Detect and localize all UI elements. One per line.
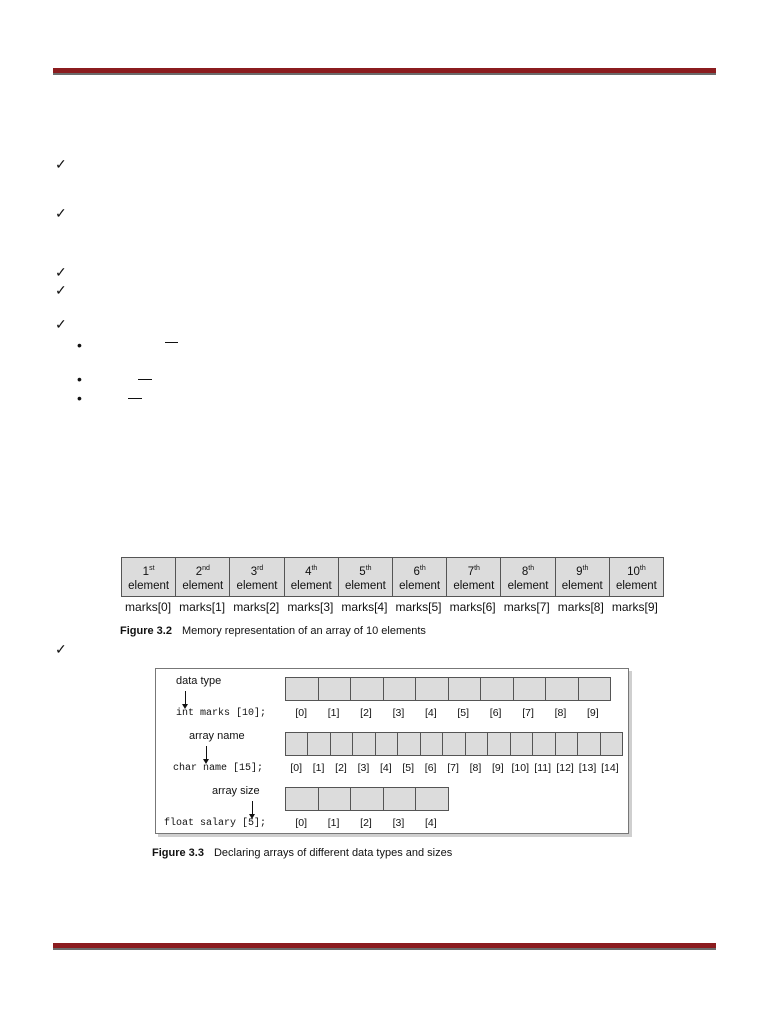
array-element-cell (339, 558, 393, 596)
element-word: element (290, 579, 332, 592)
data-type-arrow (185, 691, 186, 705)
slot-index-label: [9] (587, 707, 599, 719)
array-slot (449, 678, 482, 700)
data-type-label: data type (176, 675, 222, 687)
element-ordinal: 5 (359, 565, 366, 578)
array-slot (398, 733, 420, 755)
check-mark: ✓ (55, 316, 67, 332)
check-mark: ✓ (55, 264, 67, 280)
slot-index-label: [7] (522, 707, 534, 719)
array-slot (308, 733, 330, 755)
slot-index-label: [13] (578, 762, 597, 774)
array-index-label: marks[0] (125, 600, 172, 614)
slot-index-label: [4] (424, 707, 437, 719)
array-size-arrow (252, 801, 253, 815)
ordinal-suffix: nd (202, 565, 210, 572)
int-marks-indices (285, 707, 609, 719)
element-word: element (182, 579, 224, 592)
element-ordinal: 4 (305, 565, 312, 578)
array-slot (443, 733, 465, 755)
array-element-cell (447, 558, 501, 596)
element-ordinal: 1 (142, 565, 150, 578)
array-element-cell (230, 558, 284, 596)
array-name-label: array name (189, 730, 245, 742)
figure-3-3-caption-label: Figure 3.3 (152, 847, 204, 859)
array-element-cell (122, 558, 176, 596)
slot-index-label: [3] (357, 762, 370, 774)
array-slot (353, 733, 375, 755)
array-size-label: array size (212, 785, 260, 797)
array-slot (514, 678, 547, 700)
ordinal-suffix: rd (257, 565, 264, 572)
array-slot (546, 678, 579, 700)
figure-3-3-caption (152, 847, 452, 859)
array-slot (384, 678, 417, 700)
element-word: element (453, 579, 495, 592)
slot-index-label: [8] (554, 707, 567, 719)
check-mark: ✓ (55, 205, 67, 221)
element-word: element (236, 579, 278, 592)
element-ordinal: 2 (195, 565, 203, 578)
figure-3-2-index-labels (121, 600, 662, 614)
array-slot (579, 678, 611, 700)
array-element-cell (285, 558, 339, 596)
element-word: element (615, 579, 657, 592)
array-slot (511, 733, 533, 755)
array-slot (286, 733, 308, 755)
header-rule (53, 68, 716, 73)
ordinal-suffix: st (149, 565, 155, 572)
slot-index-label: [14] (601, 762, 619, 774)
element-word: element (344, 579, 386, 592)
array-slot (351, 678, 384, 700)
dash-mark (138, 379, 152, 380)
array-element-cell (610, 558, 663, 596)
element-ordinal: 6 (413, 565, 420, 578)
slot-index-label: [0] (290, 762, 303, 774)
char-name-indices (285, 762, 621, 774)
ordinal-suffix: th (365, 565, 372, 572)
array-slot (416, 788, 448, 810)
row-int-code: int marks [10]; (176, 708, 267, 719)
array-index-label: marks[3] (287, 600, 334, 614)
array-index-label: marks[9] (611, 600, 658, 614)
dash-mark (165, 342, 178, 343)
slot-index-label: [3] (392, 817, 405, 829)
array-slot (286, 678, 319, 700)
check-mark: ✓ (55, 156, 67, 172)
element-ordinal: 3 (250, 565, 258, 578)
row-char-code: char name [15]; (173, 763, 264, 774)
slot-index-label: [2] (360, 707, 372, 719)
array-element-cell (556, 558, 610, 596)
figure-3-2-caption (120, 625, 426, 637)
ordinal-suffix: th (528, 565, 535, 572)
element-word: element (561, 579, 603, 592)
ordinal-suffix: th (639, 565, 646, 572)
array-slot (416, 678, 449, 700)
slot-index-label: [8] (469, 762, 482, 774)
float-salary-indices (285, 817, 447, 829)
slot-index-label: [6] (424, 762, 437, 774)
array-slot (331, 733, 353, 755)
array-slot (319, 788, 352, 810)
slot-index-label: [4] (424, 817, 437, 829)
bullet-mark: • (77, 390, 82, 406)
slot-index-label: [7] (447, 762, 459, 774)
slot-index-label: [3] (392, 707, 405, 719)
array-slot (556, 733, 578, 755)
element-ordinal: 10 (627, 565, 640, 578)
slot-index-label: [9] (492, 762, 504, 774)
slot-index-label: [12] (556, 762, 574, 774)
array-index-label: marks[4] (341, 600, 388, 614)
ordinal-suffix: th (419, 565, 426, 572)
figure-3-2-array-cells (121, 557, 664, 597)
slot-index-label: [11] (534, 762, 552, 774)
array-slot (578, 733, 600, 755)
slot-index-label: [6] (489, 707, 502, 719)
array-slot (533, 733, 555, 755)
dash-mark (128, 398, 142, 399)
array-slot (481, 678, 514, 700)
array-element-cell (501, 558, 555, 596)
element-word: element (507, 579, 549, 592)
slot-index-label: [1] (327, 817, 340, 829)
array-slot (466, 733, 488, 755)
element-ordinal: 8 (521, 565, 529, 578)
int-marks-cells (285, 677, 611, 701)
array-index-label: marks[5] (395, 600, 442, 614)
element-word: element (128, 579, 170, 592)
figure-3-3-panel (155, 668, 629, 834)
array-slot (351, 788, 384, 810)
slot-index-label: [2] (360, 817, 372, 829)
slot-index-label: [1] (312, 762, 325, 774)
array-index-label: marks[6] (449, 600, 496, 614)
element-ordinal: 7 (467, 565, 475, 578)
ordinal-suffix: th (474, 565, 480, 572)
slot-index-label: [5] (402, 762, 415, 774)
bullet-mark: • (77, 337, 82, 353)
figure-3-3-caption-text: Declaring arrays of different data types and sizes (213, 847, 453, 859)
slot-index-label: [1] (327, 707, 340, 719)
ordinal-suffix: th (311, 565, 318, 572)
array-slot (376, 733, 398, 755)
check-mark: ✓ (55, 641, 67, 657)
check-mark: ✓ (55, 282, 67, 298)
array-index-label: marks[8] (557, 600, 604, 614)
array-index-label: marks[7] (503, 600, 550, 614)
footer-rule (53, 943, 716, 948)
slot-index-label: [5] (457, 707, 470, 719)
array-name-arrow (206, 746, 207, 760)
row-float-code: float salary [5]; (164, 818, 267, 829)
slot-index-label: [0] (295, 817, 308, 829)
slot-index-label: [0] (295, 707, 308, 719)
slot-index-label: [2] (335, 762, 347, 774)
figure-3-2-caption-text: Memory representation of an array of 10 elements (181, 625, 426, 637)
array-element-cell (393, 558, 447, 596)
figure-3-2-caption-label: Figure 3.2 (120, 625, 172, 637)
array-element-cell (176, 558, 230, 596)
array-slot (488, 733, 510, 755)
array-slot (421, 733, 443, 755)
array-slot (601, 733, 622, 755)
element-ordinal: 9 (576, 565, 583, 578)
array-slot (286, 788, 319, 810)
ordinal-suffix: th (582, 565, 589, 572)
array-index-label: marks[2] (233, 600, 280, 614)
slot-index-label: [4] (379, 762, 392, 774)
char-name-cells (285, 732, 623, 756)
float-salary-cells (285, 787, 449, 811)
array-slot (384, 788, 417, 810)
array-index-label: marks[1] (179, 600, 226, 614)
array-slot (319, 678, 352, 700)
slot-index-label: [10] (511, 762, 530, 774)
bullet-mark: • (77, 371, 82, 387)
element-word: element (399, 579, 441, 592)
